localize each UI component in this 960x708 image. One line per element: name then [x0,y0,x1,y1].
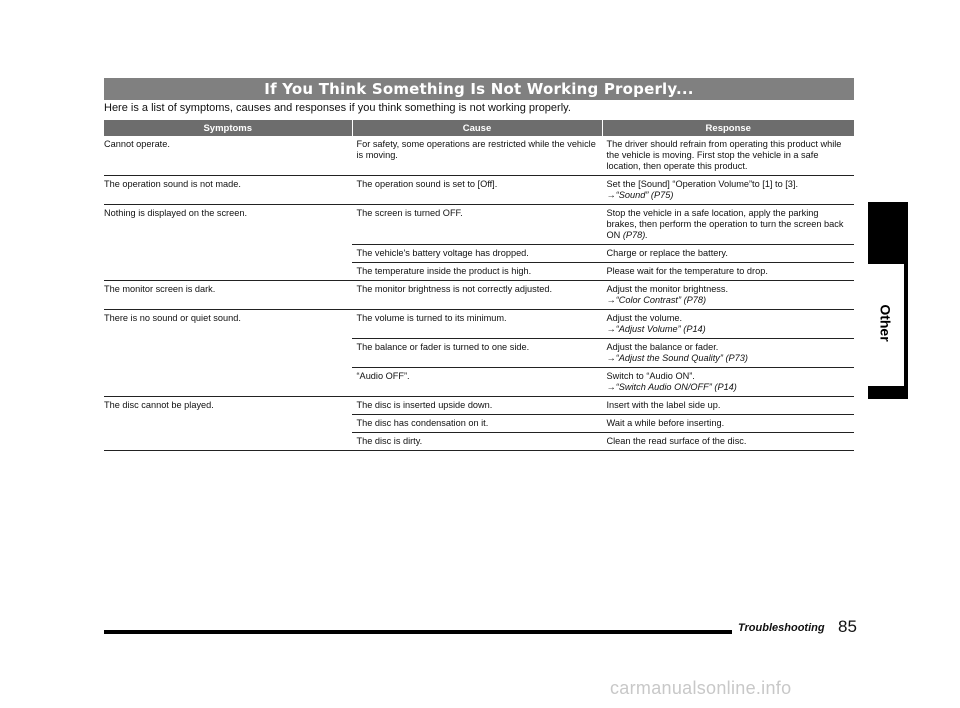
side-tab-text: Other [878,304,894,342]
response-cell [602,136,854,176]
table-row [104,176,854,205]
response-cell [602,176,854,205]
page-reference: →“Adjust the Sound Quality” (P73) [606,353,748,363]
response-text: Set the [Sound] “Operation Volume”to [1] to [3]. [606,179,799,189]
cause-cell: “Audio OFF”. [352,368,602,397]
response-text: Adjust the balance or fader. [606,342,719,352]
response-text: Stop the vehicle in a safe location, apply the parking brakes, then perform the operation to turn the screen back ON [606,208,844,240]
response-cell [602,339,854,368]
response-cell [602,205,854,245]
response-text: Adjust the monitor brightness. [606,284,729,294]
page-reference: →“Color Contrast” (P78) [606,295,707,305]
cause-cell: The temperature inside the product is high. [352,263,602,281]
watermark-text: carmanualsonline.info [610,678,792,698]
header-symptoms: Symptoms [104,120,352,136]
response-text: The driver should refrain from operating this product while the vehicle is moving. First stop the vehicle in a safe location, then operate this product. [606,139,842,171]
symptom-cell: The disc cannot be played. [104,397,352,451]
response-cell [602,310,854,339]
response-text: Charge or replace the battery. [606,248,728,258]
table-row [104,397,854,415]
table-body [104,136,854,451]
symptom-cell: Nothing is displayed on the screen. [104,205,352,281]
response-text: Adjust the volume. [606,313,683,323]
cause-cell: The disc has condensation on it. [352,415,602,433]
cause-cell: For safety, some operations are restricted while the vehicle is moving. [352,136,602,176]
cause-cell: The monitor brightness is not correctly adjusted. [352,281,602,310]
section-title: If You Think Something Is Not Working Properly... [104,78,854,100]
cause-cell: The disc is inserted upside down. [352,397,602,415]
response-cell [602,433,854,451]
response-cell [602,368,854,397]
symptom-cell: Cannot operate. [104,136,352,176]
header-response: Response [602,120,854,136]
response-cell [602,415,854,433]
page-reference: →“Adjust Volume” (P14) [606,324,706,334]
response-cell [602,281,854,310]
response-cell [602,397,854,415]
table-row [104,310,854,339]
troubleshooting-table [104,120,854,451]
cause-cell: The balance or fader is turned to one side. [352,339,602,368]
symptom-cell: The operation sound is not made. [104,176,352,205]
footer-rule [104,630,732,634]
intro-text: Here is a list of symptoms, causes and responses if you think something is not working properly. [104,102,571,114]
page-reference: (P78). [622,230,648,240]
response-text: Clean the read surface of the disc. [606,436,747,446]
cause-cell: The vehicle's battery voltage has dropped. [352,245,602,263]
side-tab-label [868,262,904,384]
page-reference: →“Sound” (P75) [606,190,674,200]
response-text: Switch to “Audio ON”. [606,371,695,381]
response-text: Insert with the label side up. [606,400,721,410]
symptom-cell: There is no sound or quiet sound. [104,310,352,397]
cause-cell: The operation sound is set to [Off]. [352,176,602,205]
response-cell [602,245,854,263]
table-header-row [104,120,854,136]
symptom-cell: The monitor screen is dark. [104,281,352,310]
table-row [104,281,854,310]
table-row [104,136,854,176]
footer-chapter: Troubleshooting [738,622,825,634]
page-reference: →“Switch Audio ON/OFF” (P14) [606,382,737,392]
response-text: Please wait for the temperature to drop. [606,266,768,276]
response-text: Wait a while before inserting. [606,418,725,428]
cause-cell: The volume is turned to its minimum. [352,310,602,339]
response-cell [602,263,854,281]
header-cause: Cause [352,120,602,136]
cause-cell: The disc is dirty. [352,433,602,451]
table-row [104,205,854,245]
page-number: 85 [838,617,857,636]
cause-cell: The screen is turned OFF. [352,205,602,245]
